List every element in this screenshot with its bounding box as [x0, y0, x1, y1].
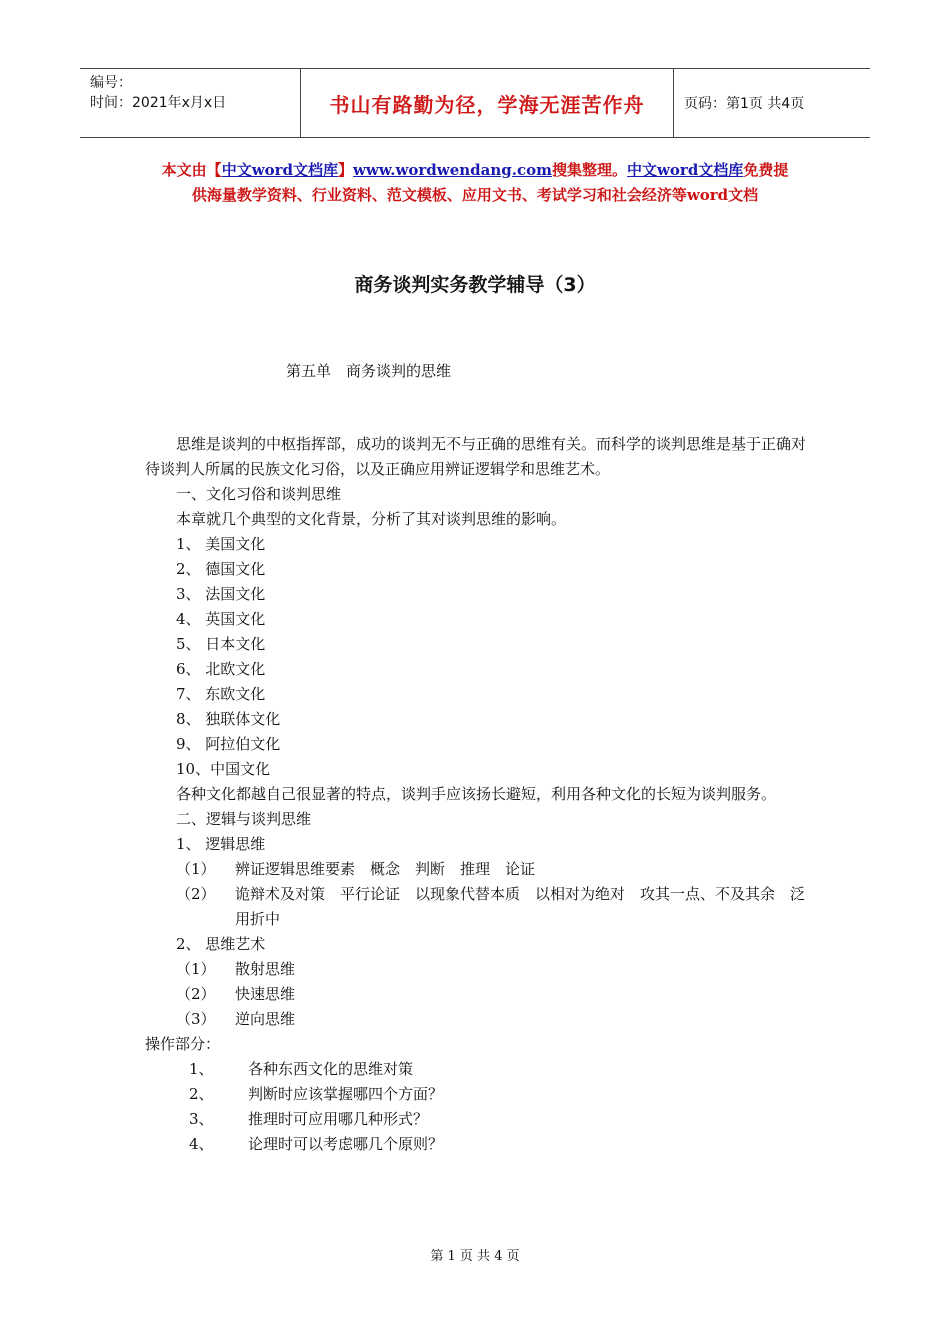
notice-link-library-2[interactable]: 中文word文档库 — [627, 161, 744, 179]
logic-item-num: （1） — [176, 860, 216, 878]
operation-item — [145, 1132, 810, 1157]
document-title: 商务谈判实务教学辅导（3） — [354, 274, 596, 296]
culture-item: 3、 法国文化 — [176, 585, 266, 603]
culture-item: 5、 日本文化 — [176, 635, 266, 653]
notice-text-1: 本文由【 — [161, 161, 222, 179]
operation-item-text: 论理时可以考虑哪几个原则？ — [248, 1135, 444, 1153]
culture-item: 1、 美国文化 — [176, 535, 266, 553]
logic-item — [145, 857, 810, 882]
art-item — [145, 982, 810, 1007]
source-notice — [100, 158, 850, 208]
notice-link-library[interactable]: 中文word文档库 — [221, 161, 338, 179]
notice-line-1 — [100, 158, 850, 183]
culture-item: 8、 独联体文化 — [176, 710, 281, 728]
art-heading: 2、 思维艺术 — [176, 935, 266, 953]
header-meta — [80, 69, 301, 137]
section1-summary: 各种文化都越自己很显著的特点，谈判手应该扬长避短，利用各种文化的长短为谈判服务。 — [176, 785, 777, 803]
culture-item: 7、 东欧文化 — [176, 685, 266, 703]
operation-item — [145, 1057, 810, 1082]
logic-item-text: 诡辩术及对策 平行论证 以现象代替本质 以相对为绝对 攻其一点、不及其余 泛用折中 — [235, 885, 806, 928]
logic-heading: 1、 逻辑思维 — [176, 835, 266, 853]
operations-heading: 操作部分： — [145, 1035, 221, 1053]
header-page-info: 页码：第1页 共4页 — [684, 96, 805, 112]
notice-line-2: 供海量教学资料、行业资料、范文模板、应用文书、考试学习和社会经济等word文档 — [191, 186, 759, 204]
logic-item-text: 辨证逻辑思维要素 概念 判断 推理 论证 — [235, 860, 536, 878]
operation-item-num: 2、 — [189, 1085, 214, 1103]
art-item — [145, 957, 810, 982]
logic-item — [145, 882, 810, 932]
section2-heading: 二、逻辑与谈判思维 — [176, 810, 312, 828]
operation-item-text: 推理时可应用哪几种形式？ — [248, 1110, 429, 1128]
art-item-text: 逆向思维 — [235, 1010, 296, 1028]
notice-text-2: 】 — [338, 161, 354, 179]
culture-item: 6、 北欧文化 — [176, 660, 266, 678]
culture-item: 2、 德国文化 — [176, 560, 266, 578]
number-label: 编号： — [90, 75, 132, 91]
notice-text-4: 免费提 — [743, 161, 789, 179]
logic-item-num: （2） — [176, 885, 216, 903]
art-item-text: 散射思维 — [235, 960, 296, 978]
date-label: 时间：2021年x月x日 — [90, 95, 227, 111]
culture-item: 10、中国文化 — [176, 760, 271, 778]
culture-item: 9、 阿拉伯文化 — [176, 735, 281, 753]
section1-desc: 本章就几个典型的文化背景，分析了其对谈判思维的影响。 — [176, 510, 567, 528]
culture-item: 4、 英国文化 — [176, 610, 266, 628]
page-footer: 第 1 页 共 4 页 — [430, 1249, 520, 1264]
art-item — [145, 1007, 810, 1032]
operation-item-text: 判断时应该掌握哪四个方面？ — [248, 1085, 444, 1103]
operation-item — [145, 1082, 810, 1107]
operation-item — [145, 1107, 810, 1132]
operation-item-text: 各种东西文化的思维对策 — [248, 1060, 414, 1078]
document-body — [145, 432, 810, 1157]
art-item-text: 快速思维 — [235, 985, 296, 1003]
operation-item-num: 4、 — [189, 1135, 214, 1153]
operation-item-num: 1、 — [189, 1060, 214, 1078]
operation-item-num: 3、 — [189, 1110, 214, 1128]
page-header — [80, 68, 870, 138]
art-item-num: （1） — [176, 960, 216, 978]
header-motto: 书山有路勤为径，学海无涯苦作舟 — [301, 69, 674, 137]
notice-link-url[interactable]: www.wordwendang.com — [353, 161, 552, 179]
intro-paragraph: 思维是谈判的中枢指挥部，成功的谈判无不与正确的思维有关。而科学的谈判思维是基于正确对待谈判人所属的民族文化习俗，以及正确应用辨证逻辑学和思维艺术。 — [145, 435, 807, 478]
notice-text-3: 搜集整理。 — [551, 161, 627, 179]
art-item-num: （3） — [176, 1010, 216, 1028]
art-item-num: （2） — [176, 985, 216, 1003]
chapter-heading: 第五单 商务谈判的思维 — [286, 362, 452, 380]
section1-heading: 一、文化习俗和谈判思维 — [176, 485, 342, 503]
